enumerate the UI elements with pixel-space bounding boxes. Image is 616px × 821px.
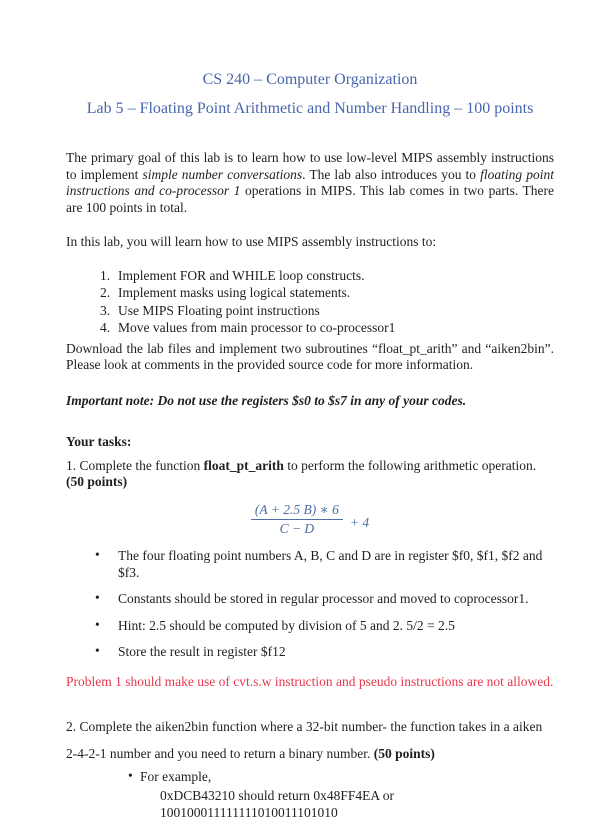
example-bullet: • For example, xyxy=(66,768,554,785)
objective-item xyxy=(66,267,554,285)
download-paragraph: Download the lab files and implement two subroutines “float_pt_arith” and “aiken2bin”. Please look at comments in the provided source code for more information. xyxy=(66,340,554,372)
objectives-list xyxy=(66,267,554,337)
task1-bullet: • Constants should be stored in regular processor and moved to coprocessor1. xyxy=(66,590,554,607)
objective-text: Implement masks using logical statements. xyxy=(118,285,351,300)
fraction-numerator: (A + 2.5 B) ∗ 6 xyxy=(251,502,343,520)
important-note: Important note: Do not use the registers $s0 to $s7 in any of your codes. xyxy=(66,392,467,408)
task1-bullet-list xyxy=(66,547,554,661)
objective-item xyxy=(66,319,554,337)
task1-paragraph xyxy=(66,458,554,491)
task1-points: (50 points) xyxy=(66,474,128,489)
example-value: 0xDCB43210 should return 0x48FF4EA or 100100011111111010011101010 xyxy=(160,787,395,820)
task1-bullet: • Hint: 2.5 should be computed by division of 5 and 2. 5/2 = 2.5 xyxy=(66,617,554,634)
intro-italic-conversations: simple number conversations xyxy=(142,166,303,182)
task1-bullet: • The four floating point numbers A, B, C and D are in register $f0, $f1, $f2 and $f3. xyxy=(66,547,554,581)
task1-run-2: to perform the following arithmetic operation. xyxy=(283,457,537,473)
formula-fraction xyxy=(251,502,343,537)
objective-item xyxy=(66,302,554,320)
course-title: CS 240 – Computer Organization xyxy=(202,71,418,88)
problem1-restriction-note: Problem 1 should make use of cvt.s.w instruction and pseudo instructions are not allowed. xyxy=(66,674,554,689)
task2-paragraph xyxy=(66,713,554,767)
task1-function-name: float_pt_arith xyxy=(203,457,284,473)
task2-run-1: 2. Complete the aiken2bin function where a 32-bit number- the function takes in a aiken 2-4-2-1 number and you need to return a binary number. xyxy=(66,718,543,761)
objective-text: Implement FOR and WHILE loop constructs. xyxy=(118,267,365,283)
list-number: 4. xyxy=(100,320,111,335)
intro-italic-coprocessor: floating point instructions and co-processor 1 xyxy=(66,166,555,198)
objective-item xyxy=(66,284,554,302)
arithmetic-formula xyxy=(66,499,554,541)
task1-bullet: • Store the result in register $f12 xyxy=(66,643,554,660)
objective-text: Use MIPS Floating point instructions xyxy=(118,302,320,318)
list-number: 1. xyxy=(100,267,111,283)
list-number: 2. xyxy=(100,285,111,300)
intro-run-3: operations in MIPS. This lab comes in two parts. There are 100 points in total. xyxy=(66,183,554,215)
intro-run-2: . The lab also introduces you to xyxy=(302,166,481,182)
tasks-heading: Your tasks: xyxy=(66,434,132,449)
list-number: 3. xyxy=(100,302,111,318)
intro-run-1: The primary goal of this lab is to learn how to use low-level MIPS assembly instructions to implement xyxy=(66,150,554,182)
fraction-denominator: C − D xyxy=(279,521,315,536)
lab-title: Lab 5 – Floating Point Arithmetic and Number Handling – 100 points xyxy=(86,100,534,117)
formula-tail: + 4 xyxy=(349,514,370,530)
task2-points: (50 points) xyxy=(373,745,435,761)
task1-run-1: 1. Complete the function xyxy=(66,457,204,473)
objectives-lead-in: In this lab, you will learn how to use MIPS assembly instructions to: xyxy=(66,234,437,249)
intro-paragraph xyxy=(66,150,554,216)
objective-text: Move values from main processor to co-processor1 xyxy=(118,320,396,335)
